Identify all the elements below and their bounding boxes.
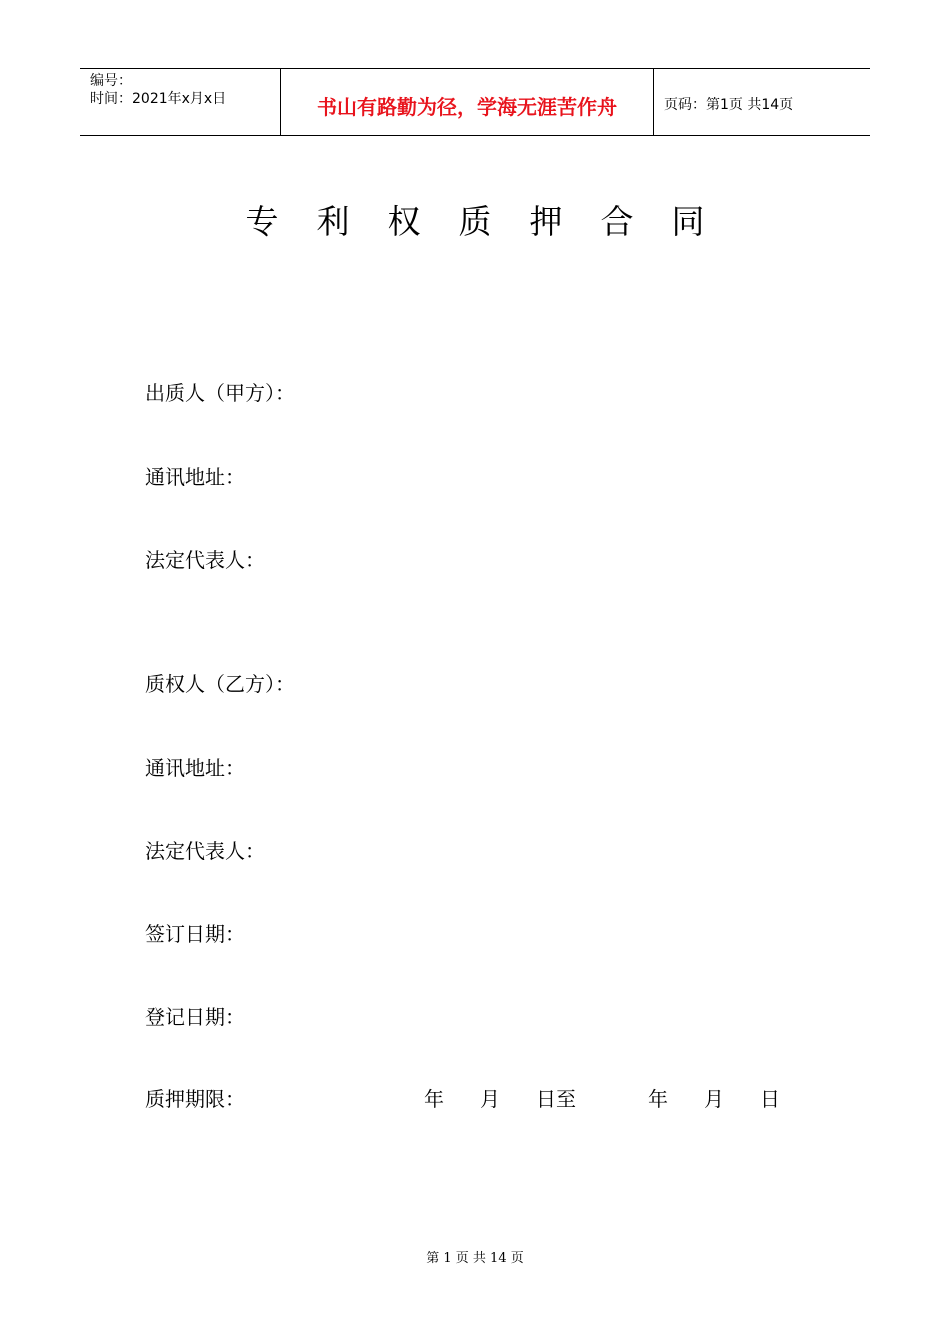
header-table [80,68,870,136]
document-title: 专利权质押合同 [245,202,743,241]
header-motto-cell [281,69,654,135]
term-year-start: 年 [424,1087,444,1111]
register-date-label: 登记日期： [145,1005,245,1029]
pledgee-label: 质权人（乙方）： [145,672,295,696]
pledge-term-label: 质押期限： [145,1087,245,1111]
page-code: 页码：第1页 共14页 [664,97,794,113]
term-month-end: 月 [704,1087,724,1111]
pledgee-rep-label: 法定代表人： [145,839,265,863]
sign-date-label: 签订日期： [145,922,245,946]
term-day-to: 日至 [536,1087,576,1111]
header-info-cell [80,69,281,135]
header-page-cell [654,69,870,135]
number-label: 编号： [90,73,132,89]
motto-text: 书山有路勤为径，学海无涯苦作舟 [317,95,617,119]
term-day-end: 日 [760,1087,780,1111]
pledgor-address-label: 通讯地址： [145,465,245,489]
pledgor-label: 出质人（甲方）： [145,381,295,405]
term-year-end: 年 [648,1087,668,1111]
term-month-start: 月 [480,1087,500,1111]
pledgee-address-label: 通讯地址： [145,756,245,780]
pledgor-rep-label: 法定代表人： [145,548,265,572]
page-footer: 第 1 页 共 14 页 [426,1251,524,1266]
time-label: 时间：2021年x月x日 [90,91,227,107]
